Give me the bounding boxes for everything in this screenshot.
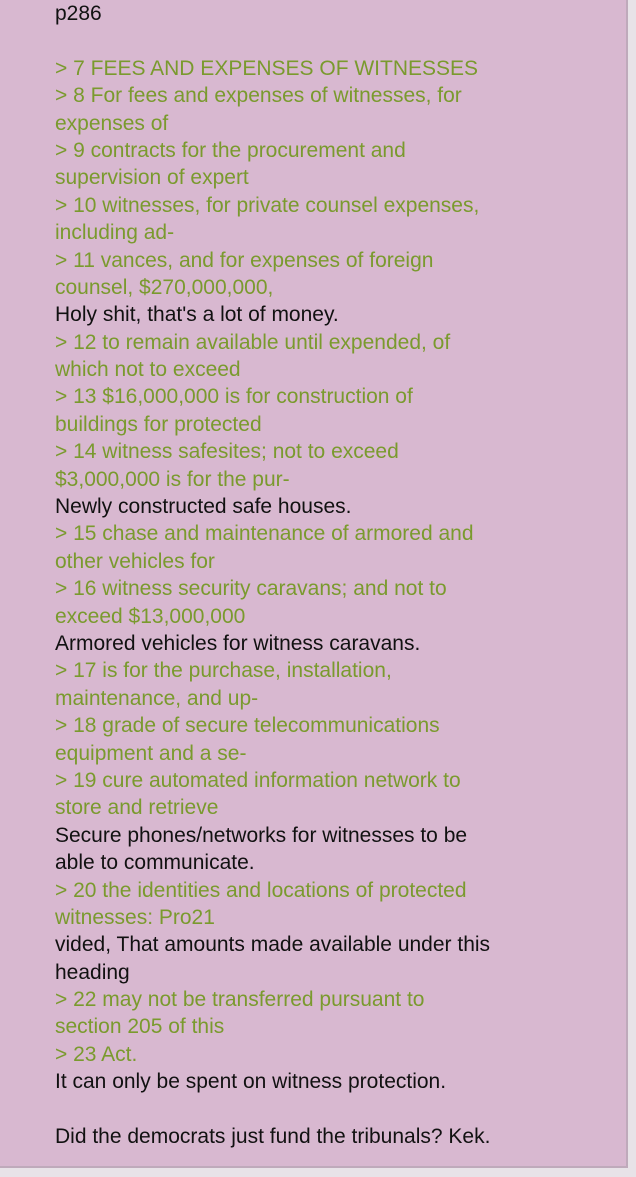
quoted-line: > 10 witnesses, for private counsel expenses, — [55, 193, 480, 217]
quoted-line: which not to exceed — [55, 358, 241, 382]
comment-line: Armored vehicles for witness caravans. — [55, 631, 421, 655]
comment-line: able to communicate. — [55, 851, 255, 875]
quoted-line: maintenance, and up- — [55, 686, 259, 710]
comment-line: Holy shit, that's a lot of money. — [55, 303, 339, 327]
quoted-line: > 17 is for the purchase, installation, — [55, 659, 392, 683]
quoted-line: > 18 grade of secure telecommunications — [55, 714, 440, 738]
quoted-line: > 19 cure automated information network to — [55, 768, 461, 792]
quoted-line: > 15 chase and maintenance of armored and — [55, 522, 474, 546]
quoted-line: > 16 witness security caravans; and not to — [55, 577, 447, 601]
comment-line: heading — [55, 960, 130, 984]
comment-line: p286 — [55, 2, 102, 25]
quoted-line: supervision of expert — [55, 166, 249, 190]
comment-line: It can only be spent on witness protection. — [55, 1070, 447, 1094]
blank-line — [55, 27, 615, 54]
comment-line: Did the democrats just fund the tribunals? Kek. — [55, 1125, 491, 1149]
quoted-line: other vehicles for — [55, 549, 215, 573]
quoted-line: > 22 may not be transferred pursuant to — [55, 988, 425, 1012]
comment-line: Newly constructed safe houses. — [55, 495, 352, 519]
quoted-line: > 9 contracts for the procurement and — [55, 138, 406, 162]
note-text — [55, 0, 615, 1150]
quoted-line: counsel, $270,000,000, — [55, 275, 274, 299]
quoted-line: > 7 FEES AND EXPENSES OF WITNESSES — [55, 56, 479, 80]
quoted-line: witnesses: Pro21 — [55, 905, 215, 929]
quoted-line: expenses of — [55, 111, 169, 135]
quoted-line: > 13 $16,000,000 is for construction of — [55, 385, 413, 409]
quoted-line: store and retrieve — [55, 796, 219, 820]
quoted-line: equipment and a se- — [55, 741, 247, 765]
blank-line — [55, 1096, 615, 1123]
quoted-line: > 12 to remain available until expended, of — [55, 330, 451, 354]
quoted-line: buildings for protected — [55, 412, 262, 436]
quoted-line: > 23 Act. — [55, 1042, 138, 1066]
quoted-line: > 8 For fees and expenses of witnesses, for — [55, 84, 462, 108]
quoted-line: exceed $13,000,000 — [55, 604, 246, 628]
quoted-line: section 205 of this — [55, 1015, 225, 1039]
quoted-line: $3,000,000 is for the pur- — [55, 467, 290, 491]
quoted-line: > 14 witness safesites; not to exceed — [55, 440, 399, 464]
comment-line: Secure phones/networks for witnesses to be — [55, 823, 468, 847]
comment-line: vided, That amounts made available under this — [55, 933, 491, 957]
quoted-line: > 11 vances, and for expenses of foreign — [55, 248, 434, 272]
quoted-line: > 20 the identities and locations of protected — [55, 878, 467, 902]
quoted-line: including ad- — [55, 221, 175, 245]
